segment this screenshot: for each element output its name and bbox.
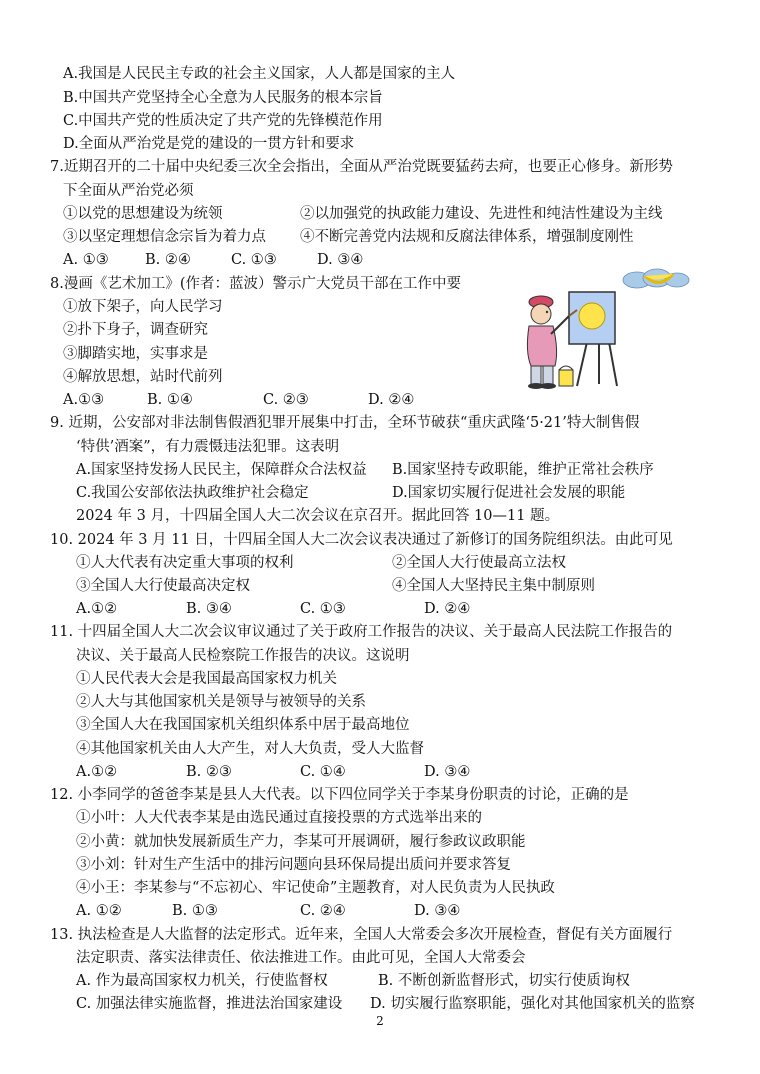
- q11-option-d: D. ③④: [424, 764, 471, 780]
- q11-statement-2: ②人大与其他国家机关是领导与被领导的关系: [76, 694, 366, 710]
- paint-bucket-icon: [559, 366, 573, 386]
- q8-statement-3: ③脚踏实地，实事求是: [63, 346, 208, 362]
- q8-statement-2: ②扑下身子，调查研究: [63, 322, 208, 338]
- q11-statement-4: ④其他国家机关由人大产生，对人大负责，受人大监督: [76, 741, 424, 757]
- material-intro: 2024 年 3 月，十四届全国人大二次会议在京召开。据此回答 10—11 题。: [76, 508, 560, 524]
- q6-option-d: D.全面从严治党是党的建设的一贯方针和要求: [63, 136, 355, 152]
- q7-answer-options: [63, 250, 463, 270]
- q7-stem-line1: 7.近期召开的二十届中央纪委三次全会指出，全面从严治党既要猛药去疴，也要正心修身。新形势: [50, 159, 673, 175]
- q7-statement-4: ④不断完善党内法规和反腐法律体系，增强制度刚性: [300, 229, 634, 245]
- q12-statement-2: ②小黄：就加快发展新质生产力，李某可开展调研，履行参政议政职能: [76, 834, 526, 850]
- q11-option-b: B. ②③: [186, 764, 232, 780]
- q6-option-c: C.中国共产党的性质决定了共产党的先锋模范作用: [63, 113, 383, 129]
- q8-statement-1: ①放下架子，向人民学习: [63, 299, 223, 315]
- q10-option-c: C. ①③: [300, 601, 346, 617]
- q12-option-a: A. ①②: [76, 903, 122, 919]
- cartoon-illustration: [517, 262, 697, 394]
- q10-stem: 10. 2024 年 3 月 11 日，十四届全国人大二次会议表决通过了新修订的国务院组织法。由此可见: [50, 532, 673, 548]
- q13-option-c: C. 加强法律实施监督，推进法治国家建设: [76, 996, 343, 1012]
- q8-option-a: A.①③: [63, 392, 105, 408]
- q10-statement-3: ③全国人大行使最高决定权: [76, 578, 250, 594]
- q8-answer-options: [63, 390, 463, 410]
- q11-answer-options: [76, 762, 496, 782]
- q7-option-d: D. ③④: [317, 252, 364, 268]
- q7-option-a: A. ①③: [63, 252, 109, 268]
- q9-stem-line2: ‘特供’酒案”，有力震慑违法犯罪。这表明: [76, 439, 340, 455]
- q9-option-b: B.国家坚持专政职能，维护正常社会秩序: [392, 462, 654, 478]
- q11-statement-3: ③全国人大在我国国家机关组织体系中居于最高地位: [76, 717, 410, 733]
- q9-stem-line1: 9. 近期，公安部对非法制售假酒犯罪开展集中打击，全环节破获“重庆武隆‘5·21’特大制售假: [50, 415, 640, 431]
- q7-statement-3: ③以坚定理想信念宗旨为着力点: [63, 229, 266, 245]
- q7-option-c: C. ①③: [231, 252, 277, 268]
- q10-option-d: D. ②④: [424, 601, 471, 617]
- q13-option-b: B. 不断创新监督形式，切实行使质询权: [378, 973, 630, 989]
- q11-stem-line2: 决议、关于最高人民检察院工作报告的决议。这说明: [76, 648, 410, 664]
- q12-statement-1: ①小叶：人大代表李某是由选民通过直接投票的方式选举出来的: [76, 810, 482, 826]
- q11-option-a: A.①②: [76, 764, 118, 780]
- q8-option-d: D. ②④: [368, 392, 415, 408]
- q12-option-c: C. ②④: [300, 903, 346, 919]
- cloud-icon: [623, 269, 689, 288]
- q8-stem: 8.漫画《艺术加工》(作者：蓝波）警示广大党员干部在工作中要: [50, 276, 461, 292]
- q6-option-b: B.中国共产党坚持全心全意为人民服务的根本宗旨: [63, 90, 383, 106]
- q6-option-a: A.我国是人民民主专政的社会主义国家，人人都是国家的主人: [63, 66, 456, 82]
- q13-option-a: A. 作为最高国家权力机关，行使监督权: [76, 973, 328, 989]
- q7-stem-line2: 下全面从严治党必须: [63, 183, 194, 199]
- q12-option-b: B. ①③: [172, 903, 218, 919]
- q12-stem: 12. 小李同学的爸爸李某是县人大代表。以下四位同学关于李某身份职责的讨论，正确的是: [50, 787, 629, 803]
- q8-option-b: B. ①④: [147, 392, 193, 408]
- easel-icon: [569, 292, 617, 386]
- q13-stem-line2: 法定职责、落实法律责任、依法推进工作。由此可见，全国人大常委会: [76, 950, 526, 966]
- q10-option-b: B. ③④: [186, 601, 232, 617]
- q7-statement-2: ②以加强党的执政能力建设、先进性和纯洁性建设为主线: [300, 206, 663, 222]
- q11-statement-1: ①人民代表大会是我国最高国家权力机关: [76, 671, 337, 687]
- page-number: 2: [376, 1014, 384, 1028]
- q8-option-c: C. ②③: [263, 392, 309, 408]
- q13-stem-line1: 13. 执法检查是人大监督的法定形式。近年来，全国人大常委会多次开展检查，督促有关方面履行: [50, 927, 673, 943]
- q9-option-a: A.国家坚持发扬人民民主，保障群众合法权益: [76, 462, 367, 478]
- q11-option-c: C. ①④: [300, 764, 346, 780]
- q11-stem-line1: 11. 十四届全国人大二次会议审议通过了关于政府工作报告的决议、关于最高人民法院工作报告的: [50, 624, 673, 640]
- q9-option-d: D.国家切实履行促进社会发展的职能: [392, 485, 626, 501]
- q8-statement-4: ④解放思想，站时代前列: [63, 369, 223, 385]
- q9-option-c: C.我国公安部依法执政维护社会稳定: [76, 485, 309, 501]
- q13-option-d: D. 切实履行监察职能，强化对其他国家机关的监察: [370, 996, 695, 1012]
- q10-statement-1: ①人大代表有决定重大事项的权利: [76, 555, 294, 571]
- q12-answer-options: [76, 901, 496, 921]
- q12-statement-3: ③小刘：针对生产生活中的排污问题向县环保局提出质问并要求答复: [76, 857, 511, 873]
- q12-option-d: D. ③④: [414, 903, 461, 919]
- q7-option-b: B. ②④: [145, 252, 191, 268]
- q10-answer-options: [76, 599, 496, 619]
- q12-statement-4: ④小王：李某参与“不忘初心、牢记使命”主题教育，对人民负责为人民执政: [76, 880, 555, 896]
- q10-statement-2: ②全国人大行使最高立法权: [392, 555, 566, 571]
- q10-statement-4: ④全国人大坚持民主集中制原则: [392, 578, 595, 594]
- q10-option-a: A.①②: [76, 601, 118, 617]
- q7-statement-1: ①以党的思想建设为统领: [63, 206, 223, 222]
